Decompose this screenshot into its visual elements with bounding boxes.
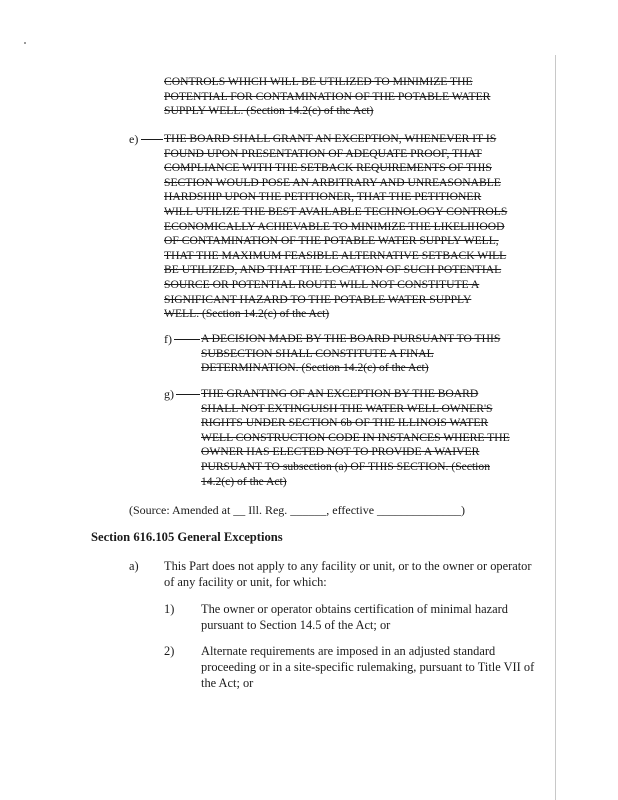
text-line: BE UTILIZED, AND THAT THE LOCATION OF SUCH POTENTIAL xyxy=(164,263,502,277)
item-1-marker: 1) xyxy=(164,602,175,616)
text-line: THE BOARD SHALL GRANT AN EXCEPTION, WHENEVER IT IS xyxy=(164,132,497,145)
text-line: of any facility or unit, for which: xyxy=(164,575,327,589)
para-a-text xyxy=(164,558,532,590)
text-line: Alternate requirements are imposed in an adjusted standard xyxy=(201,644,496,658)
text-line: SHALL NOT EXTINGUISH THE WATER WELL OWNER'S xyxy=(201,401,493,415)
source-note: (Source: Amended at __ Ill. Reg. ______, effective ______________) xyxy=(129,503,466,517)
scan-speck xyxy=(24,42,26,44)
text-line: SOURCE OR POTENTIAL ROUTE WILL NOT CONSTITUTE A xyxy=(164,277,480,291)
strike-dash xyxy=(174,339,200,340)
text-line: RIGHTS UNDER SECTION 6b OF THE ILLINOIS WATER xyxy=(201,416,489,430)
strike-dash xyxy=(176,394,200,395)
text-line: pursuant to Section 14.5 of the Act; or xyxy=(201,618,391,632)
text-line: SUPPLY WELL. (Section 14.2(c) of the Act) xyxy=(164,104,374,118)
para-a-marker: a) xyxy=(129,559,139,573)
text-line: SUBSECTION SHALL CONSTITUTE A FINAL xyxy=(201,346,434,360)
text-line: SECTION WOULD POSE AN ARBITRARY AND UNREASONABLE xyxy=(164,175,501,189)
para-e-text xyxy=(164,132,507,322)
text-line: OF CONTAMINATION OF THE POTABLE WATER SUPPLY WELL, xyxy=(164,234,499,248)
text-line: FOUND UPON PRESENTATION OF ADEQUATE PROOF, THAT xyxy=(164,146,482,160)
item-2-marker: 2) xyxy=(164,644,175,658)
text-line: The owner or operator obtains certification of minimal hazard xyxy=(201,602,508,616)
item-2-text xyxy=(201,643,534,691)
text-line: WELL CONSTRUCTION CODE IN INSTANCES WHERE THE xyxy=(201,430,510,444)
text-line: proceeding or in a site-specific rulemaking, pursuant to Title VII of xyxy=(201,660,535,674)
text-line: SIGNIFICANT HAZARD TO THE POTABLE WATER SUPPLY xyxy=(164,292,472,306)
para-e-marker: e) xyxy=(129,132,139,146)
para-d-tail xyxy=(164,75,490,119)
text-line: THAT THE MAXIMUM FEASIBLE ALTERNATIVE SETBACK WILL xyxy=(164,248,507,262)
para-f-marker: f) xyxy=(164,332,172,346)
text-line: OWNER HAS ELECTED NOT TO PROVIDE A WAIVER xyxy=(201,445,480,459)
text-line: COMPLIANCE WITH THE SETBACK REQUIREMENTS OF THIS xyxy=(164,161,492,175)
text-line: POTENTIAL FOR CONTAMINATION OF THE POTABLE WATER xyxy=(164,89,491,103)
text-line: This Part does not apply to any facility or unit, or to the owner or operator xyxy=(164,559,532,573)
item-1-text xyxy=(201,601,508,633)
para-f-text xyxy=(201,332,500,376)
text-line: ECONOMICALLY ACHIEVABLE TO MINIMIZE THE LIKELIHOOD xyxy=(164,219,505,233)
text-line: DETERMINATION. (Section 14.2(c) of the Act) xyxy=(201,361,429,375)
text-line: HARDSHIP UPON THE PETITIONER, THAT THE PETITIONER xyxy=(164,190,482,204)
text-line: WILL UTILIZE THE BEST AVAILABLE TECHNOLOGY CONTROLS xyxy=(164,204,508,218)
section-heading: Section 616.105 General Exceptions xyxy=(91,530,283,544)
para-g-marker: g) xyxy=(164,387,174,401)
strike-dash xyxy=(141,139,163,140)
margin-rule xyxy=(555,55,556,800)
text-line: A DECISION MADE BY THE BOARD PURSUANT TO THIS xyxy=(201,332,501,345)
text-line: 14.2(c) of the Act) xyxy=(201,474,287,488)
text-line: the Act; or xyxy=(201,676,254,690)
text-line: CONTROLS WHICH WILL BE UTILIZED TO MINIMIZE THE xyxy=(164,75,473,88)
text-line: THE GRANTING OF AN EXCEPTION BY THE BOARD xyxy=(201,387,479,400)
para-g-text xyxy=(201,387,510,489)
text-line: WELL. (Section 14.2(c) of the Act) xyxy=(164,307,330,321)
text-line: PURSUANT TO subsection (a) OF THIS SECTION. (Section xyxy=(201,459,490,473)
